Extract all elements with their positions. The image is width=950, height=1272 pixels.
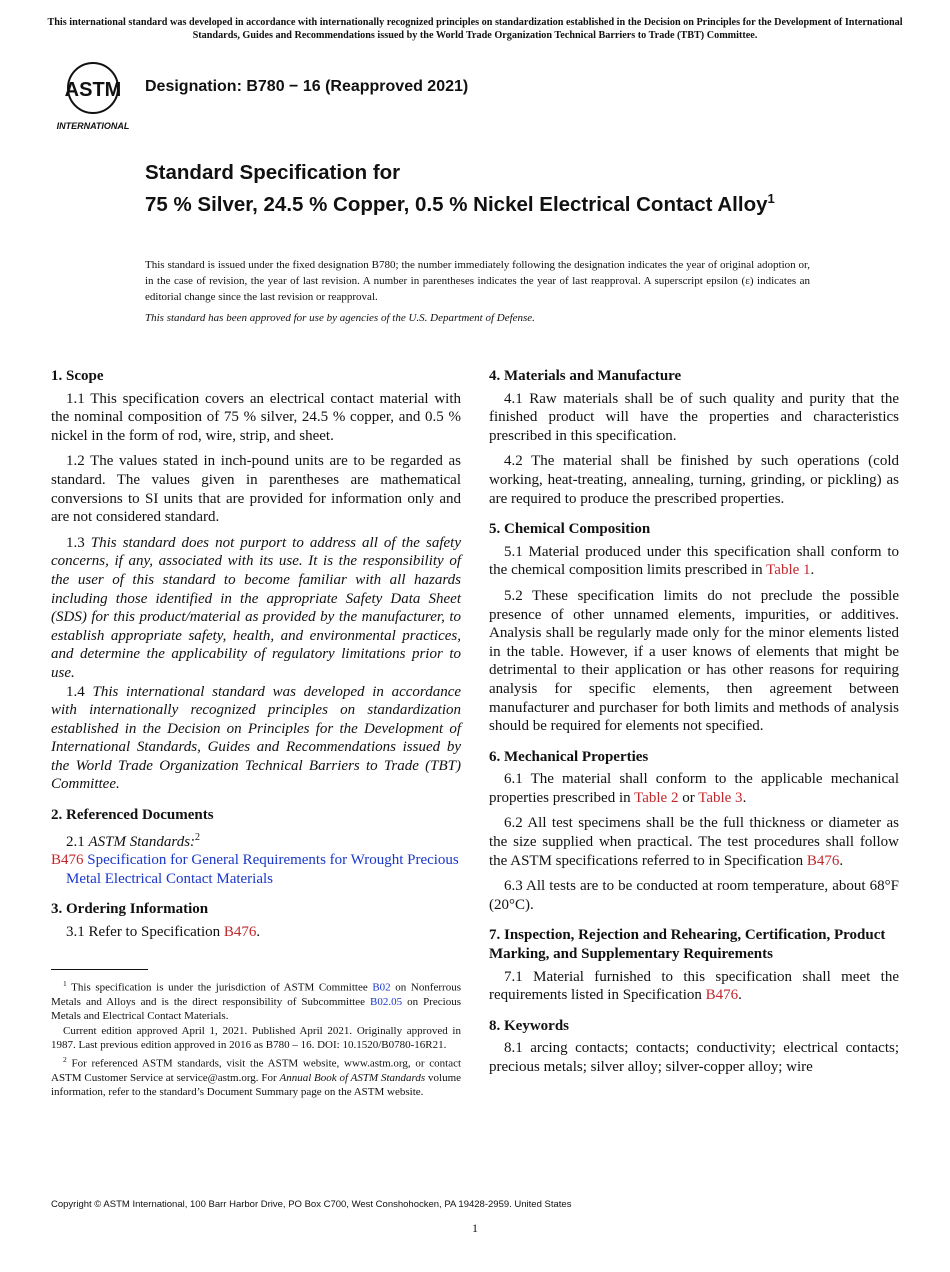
- page-number: 1: [472, 1221, 478, 1235]
- title-footnote-marker: 1: [767, 191, 775, 206]
- para-1-1: 1.1 This specification covers an electrical contact material with the nominal composition of 75 % silver, 24.5 % copper, and 0.5 % nickel in the form of rod, wire, strip, and sheet.: [51, 390, 461, 444]
- section-4-heading: 4. Materials and Manufacture: [489, 368, 682, 384]
- section-6-heading: 6. Mechanical Properties: [489, 748, 649, 765]
- ref-link-b476[interactable]: B476: [51, 852, 84, 869]
- section-2-heading: 2. Referenced Documents: [51, 807, 214, 824]
- para-1-2: 1.2 The values stated in inch-pound units are to be regarded as standard. The values given in parentheses are mathematical conversions to SI units that are provided for information only and are not considered standard.: [51, 453, 461, 526]
- section-8-heading: 8. Keywords: [489, 1017, 569, 1034]
- title-line-2: 75 % Silver, 24.5 % Copper, 0.5 % Nickel Electrical Contact Alloy$^1$: [145, 191, 775, 216]
- footnote-1-edition: Current edition approved April 1, 2021. Published April 2021. Originally approved in 1987. Last previous edition approved in 2016 as B780 – 16. DOI: 10.1520/B0780-16R21.: [51, 1024, 461, 1052]
- section-5-heading: 5. Chemical Composition: [489, 521, 651, 538]
- right-column: [489, 367, 899, 1084]
- ref-title-link[interactable]: Specification for General Requirements for Wrought Precious Metal Electrical Contact Materials: [66, 852, 459, 887]
- approved-note: This standard has been approved for use by agencies of the U.S. Department of Defense.: [145, 312, 535, 324]
- para-1-3: 1.3 This standard does not purport to address all of the safety concerns, if any, associated with its use. It is the responsibility of the user of this standard to become familiar with all hazards including those identified in the appropriate Safety Data Sheet (SDS) for this product/material as provided by the manufacturer, to establish appropriate safety, health, and environmental practices, and determine the applicability of regulatory limitations prior to use.: [51, 534, 461, 681]
- section-3-heading: 3. Ordering Information: [51, 901, 209, 918]
- para-3-1: 3.1 Refer to Specification B476.: [66, 924, 261, 941]
- ref-link-b476[interactable]: B476: [806, 852, 840, 869]
- table-1-link[interactable]: Table 1: [766, 562, 811, 579]
- top-note: This international standard was developed in accordance with internationally recognized principles on standardization established in the Decision on Principles for the Development of International Standards, Guides and Recommendations issued by the World Trade Organization Technical Barriers to Trade (TBT) Committee.: [47, 17, 903, 41]
- title-line-1: Standard Specification for: [145, 161, 401, 184]
- footnotes: [51, 977, 461, 1100]
- referenced-document-b476: [51, 851, 461, 888]
- para-4-1: 4.1 Raw materials shall be of such quality and purity that the finished product will have the properties and characteristics prescribed in this specification.: [489, 390, 899, 444]
- issued-note: This standard is issued under the fixed designation B780; the number immediately following the designation indicates the year of original adoption or, in the case of revision, the year of last revision. A number in parentheses indicates the year of last reapproval. A superscript epsilon (ε) indicates an editorial change since the last revision or reapproval.: [145, 259, 810, 303]
- committee-link[interactable]: B02: [372, 981, 391, 994]
- para-6-1: 6.1 The material shall conform to the applicable mechanical properties prescribed in Table 2 or Table 3.: [489, 771, 899, 806]
- ref-link-b476[interactable]: B476: [223, 924, 257, 941]
- left-column: [51, 367, 461, 949]
- section-1-heading: 1. Scope: [51, 368, 104, 384]
- copyright: Copyright © ASTM International, 100 Barr Harbor Drive, PO Box C700, West Conshohocken, PA 19428-2959. United States: [51, 1199, 572, 1210]
- logo-subtext: INTERNATIONAL: [56, 121, 130, 131]
- astm-logo: [52, 58, 134, 134]
- subcommittee-link[interactable]: B02.05: [369, 996, 403, 1009]
- para-2-1: 2.1 ASTM Standards:$^2$: [66, 831, 201, 850]
- document-title: [145, 160, 825, 218]
- para-7-1: 7.1 Material furnished to this specification shall meet the requirements listed in Specification B476.: [489, 968, 899, 1004]
- para-6-3: 6.3 All tests are to be conducted at room temperature, about 68°F (20°C).: [489, 878, 899, 913]
- para-1-4: 1.4 This international standard was developed in accordance with internationally recognized principles on standardization established in the Decision on Principles for the Development of International Standards, Guides and Recommendations issued by the World Trade Organization Technical Barriers to Trade (TBT) Committee.: [51, 683, 462, 793]
- table-3-link[interactable]: Table 3: [698, 789, 743, 806]
- table-2-link[interactable]: Table 2: [634, 789, 679, 806]
- para-5-2: 5.2 These specification limits do not preclude the possible presence of other unnamed elements, impurities, or additives. Analysis shall be regularly made only for the minor elements listed in the table. However, if a user knows of elements that might be detrimental to their application or has other reasons for requiring analysis for specific elements, then agreement between manufacturer and purchaser for both limits and methods of analysis should be required for elements not specified.: [489, 587, 899, 735]
- ref-link-b476[interactable]: B476: [705, 987, 739, 1004]
- footnote-2: $^2$ For referenced ASTM standards, visit the ASTM website, www.astm.org, or contact ASTM Customer Service at service@astm.org. For Annual Book of ASTM Standards volume information, refer to the standard’s Document Summary page on the ASTM website.: [51, 1054, 462, 1099]
- designation: Designation: B780 − 16 (Reapproved 2021): [145, 78, 469, 95]
- footnote-rule: [51, 969, 148, 970]
- para-6-2: 6.2 All test specimens shall be the full thickness or diameter as the size supplied when practical. The test procedures shall follow the ASTM specifications referred to in Specification B476.: [489, 815, 899, 869]
- logo-text: ASTM: [64, 79, 122, 101]
- para-4-2: 4.2 The material shall be finished by such operations (cold working, heat-treating, annealing, turning, grinding, or pickling) as are required to produce the prescribed properties.: [489, 453, 899, 507]
- footnote-1: $^1$ This specification is under the jurisdiction of ASTM Committee B02 on Nonferrous Metals and Alloys and is the direct responsibility of Subcommittee B02.05 on Precious Metals and Electrical Contact Materials.: [51, 979, 461, 1023]
- section-7-heading: 7. Inspection, Rejection and Rehearing, Certification, Product Marking, and Supplementary Requirements: [489, 927, 886, 963]
- para-5-1: 5.1 Material produced under this specification shall conform to the chemical composition limits prescribed in Table 1.: [489, 543, 899, 579]
- para-8-1: 8.1 arcing contacts; contacts; conductivity; electrical contacts; precious metals; silver alloy; silver-copper alloy; wire: [489, 1040, 899, 1075]
